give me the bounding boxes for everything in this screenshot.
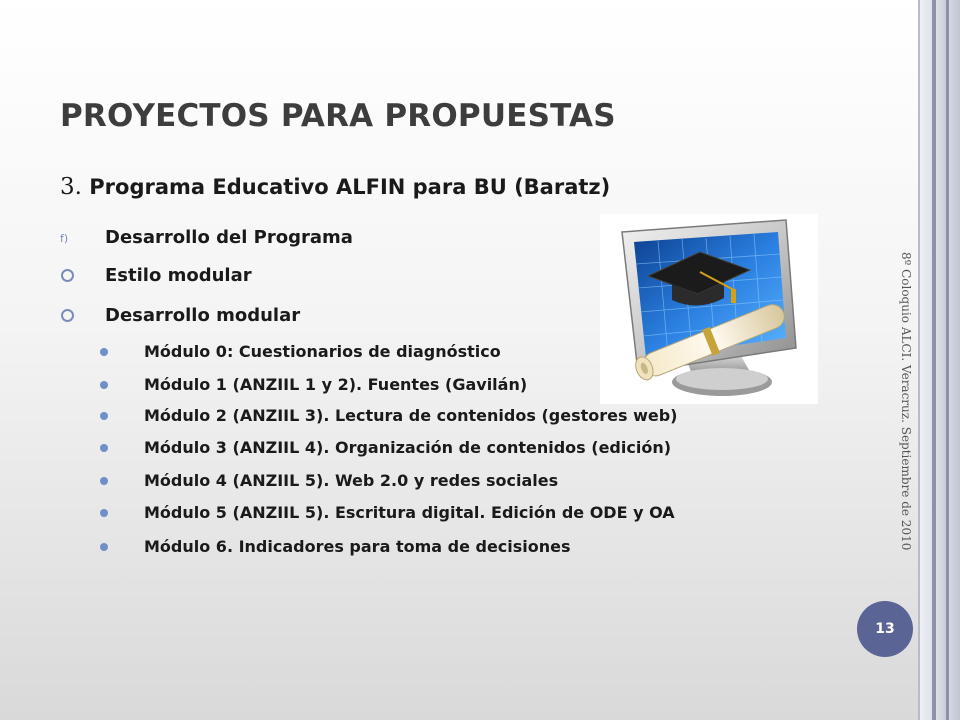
footer-event-text: 8º Coloquio ALCI. Veracruz. Septiembre de 2010 (899, 252, 913, 551)
bullet-dot-icon (100, 412, 108, 420)
bullet-dot-icon (100, 348, 108, 356)
ring-bullet-icon (61, 269, 74, 282)
module-label: Módulo 6. Indicadores para toma de decisiones (144, 537, 571, 556)
module-label: Módulo 0: Cuestionarios de diagnóstico (144, 342, 501, 361)
list-item-label: Desarrollo del Programa (105, 227, 353, 248)
page-number-badge: 13 (857, 601, 913, 657)
list-marker: f) (60, 232, 69, 245)
module-label: Módulo 4 (ANZIIL 5). Web 2.0 y redes sociales (144, 471, 559, 490)
monitor-graduation-icon (600, 214, 818, 404)
subtitle-text: Programa Educativo ALFIN para BU (Baratz) (89, 175, 611, 199)
module-label: Módulo 2 (ANZIIL 3). Lectura de contenidos (gestores web) (144, 406, 678, 425)
bullet-dot-icon (100, 477, 108, 485)
list-item-label: Desarrollo modular (105, 305, 301, 326)
bullet-dot-icon (100, 444, 108, 452)
decorative-stripe (936, 0, 946, 720)
module-label: Módulo 1 (ANZIIL 1 y 2). Fuentes (Gavilán) (144, 375, 528, 394)
decorative-stripe (920, 0, 932, 720)
slide-subtitle (60, 174, 610, 200)
list-item-label: Estilo modular (105, 265, 252, 286)
module-label: Módulo 5 (ANZIIL 5). Escritura digital. Edición de ODE y OA (144, 503, 675, 522)
bullet-dot-icon (100, 381, 108, 389)
bullet-dot-icon (100, 509, 108, 517)
monitor-graduation-image (600, 214, 818, 404)
bullet-dot-icon (100, 543, 108, 551)
module-label: Módulo 3 (ANZIIL 4). Organización de contenidos (edición) (144, 438, 672, 457)
ring-bullet-icon (61, 309, 74, 322)
subtitle-number: 3. (60, 174, 82, 200)
slide-title: PROYECTOS PARA PROPUESTAS (60, 98, 616, 134)
decorative-stripe (949, 0, 960, 720)
